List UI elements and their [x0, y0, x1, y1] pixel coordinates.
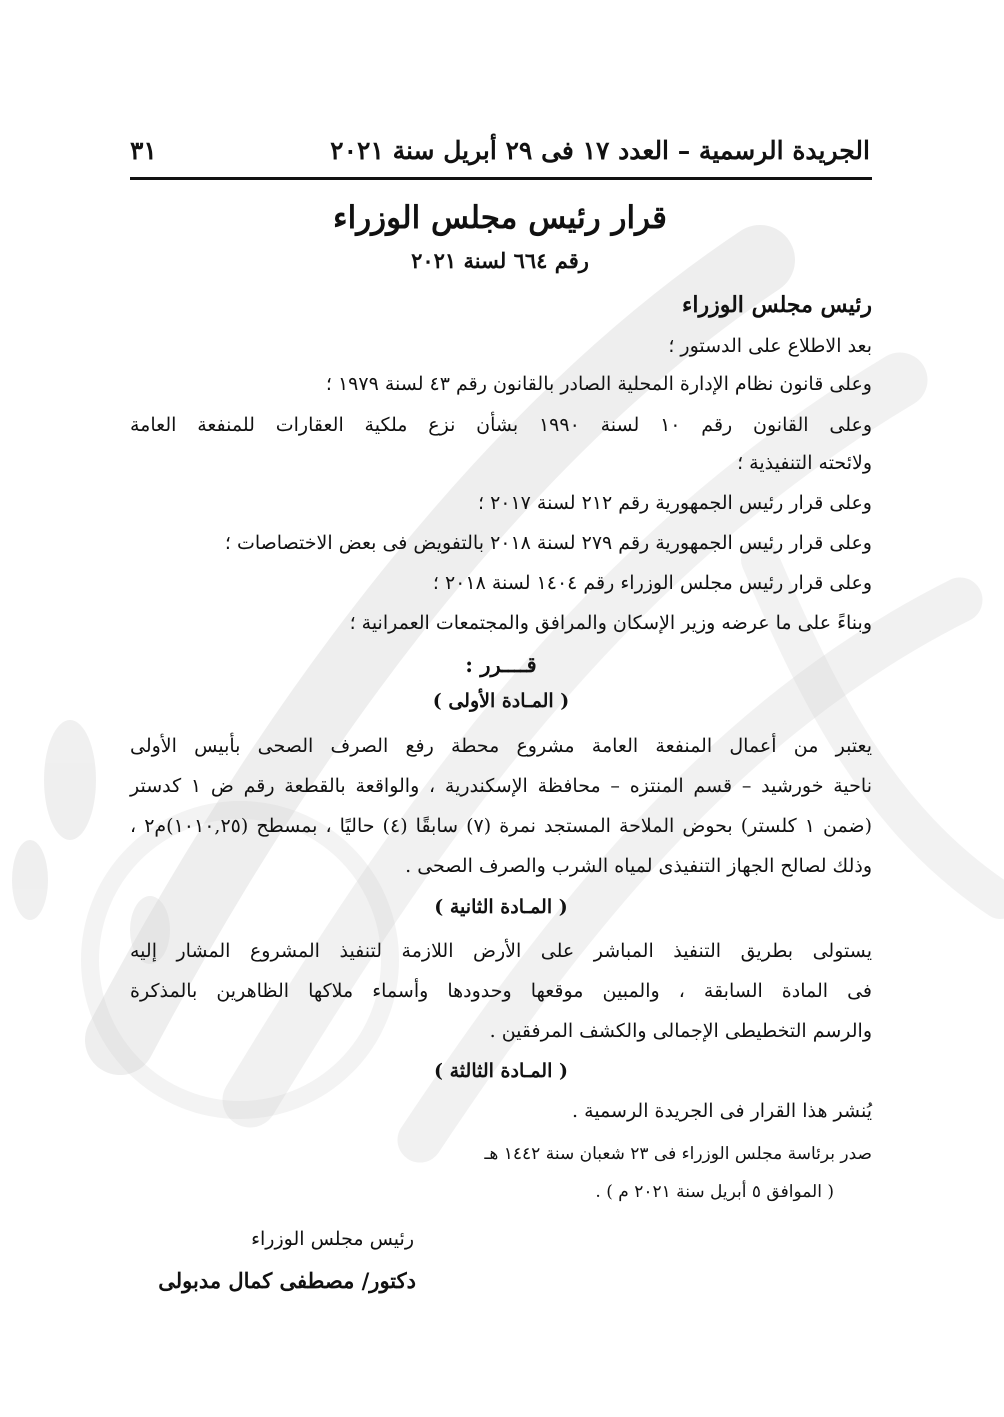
page-number: ٣١ — [130, 135, 157, 165]
article-heading: ( المـادة الأولى ) — [432, 690, 570, 712]
gazette-header — [130, 128, 870, 172]
article-line: يعتبر من أعمال المنفعة العامة مشروع محطة رفع الصرف الصحى بأبيس الأولى — [130, 735, 872, 757]
article-heading: ( المـادة الثانية ) — [434, 896, 568, 918]
preamble-line: وعلى القانون رقم ١٠ لسنة ١٩٩٠ بشأن نزع ملكية العقارات للمنفعة العامة — [130, 414, 872, 436]
issued-at: صدر برئاسة مجلس الوزراء فى ٢٣ شعبان سنة ١٤٤٢ هـ — [484, 1144, 872, 1164]
signature-name: دكتور/ مصطفى كمال مدبولى — [158, 1268, 416, 1293]
preamble-line: وبناءً على ما عرضه وزير الإسكان والمرافق والمجتمعات العمرانية ؛ — [349, 612, 872, 634]
article-line: فى المادة السابقة ، والمبين موقعها وحدودها وأسماء ملاكها الظاهرين بالمذكرة — [130, 980, 872, 1002]
header-rule — [130, 177, 872, 180]
article-line: والرسم التخطيطى الإجمالى والكشف المرفقين . — [489, 1020, 872, 1042]
preamble-line: ولائحته التنفيذية ؛ — [737, 452, 872, 474]
preamble-line: بعد الاطلاع على الدستور ؛ — [668, 335, 872, 357]
article-line: (ضمن ١ كلستر) بحوض الملاحة المستجد نمرة (٧) سابقًا (٤) حاليًا ، بمسطح (١٠١٠,٢٥)م٢ ، — [130, 815, 872, 837]
article-line: يُنشر هذا القرار فى الجريدة الرسمية . — [572, 1100, 872, 1122]
decree-number: رقم ٦٦٤ لسنة ٢٠٢١ — [411, 248, 589, 273]
article-line: ناحية خورشيد – قسم المنتزه – محافظة الإسكندرية ، والواقعة بالقطعة رقم ض ١ كدستر — [130, 775, 872, 797]
preamble-line: وعلى قرار رئيس مجلس الوزراء رقم ١٤٠٤ لسنة ٢٠١٨ ؛ — [432, 572, 872, 594]
header-title: الجريدة الرسمية – العدد ١٧ فى ٢٩ أبريل سنة ٢٠٢١ — [330, 135, 870, 165]
article-line: يستولى بطريق التنفيذ المباشر على الأرض اللازمة لتنفيذ المشروع المشار إليه — [130, 940, 872, 962]
article-heading: ( المـادة الثالثة ) — [434, 1060, 568, 1082]
preamble-line: وعلى قانون نظام الإدارة المحلية الصادر بالقانون رقم ٤٣ لسنة ١٩٧٩ ؛ — [325, 373, 872, 395]
issuer-heading: رئيس مجلس الوزراء — [682, 292, 872, 318]
corresponding-date: ( الموافق ٥ أبريل سنة ٢٠٢١ م ) . — [595, 1182, 834, 1202]
signature-role: رئيس مجلس الوزراء — [251, 1228, 414, 1250]
article-line: وذلك لصالح الجهاز التنفيذى لمياه الشرب والصرف الصحى . — [405, 855, 872, 877]
preamble-line: وعلى قرار رئيس الجمهورية رقم ٢٧٩ لسنة ٢٠١٨ بالتفويض فى بعض الاختصاصات ؛ — [224, 532, 872, 554]
decided-label: قــــرر : — [465, 652, 537, 677]
decree-title: قرار رئيس مجلس الوزراء — [333, 200, 667, 236]
preamble-line: وعلى قرار رئيس الجمهورية رقم ٢١٢ لسنة ٢٠١٧ ؛ — [477, 492, 872, 514]
